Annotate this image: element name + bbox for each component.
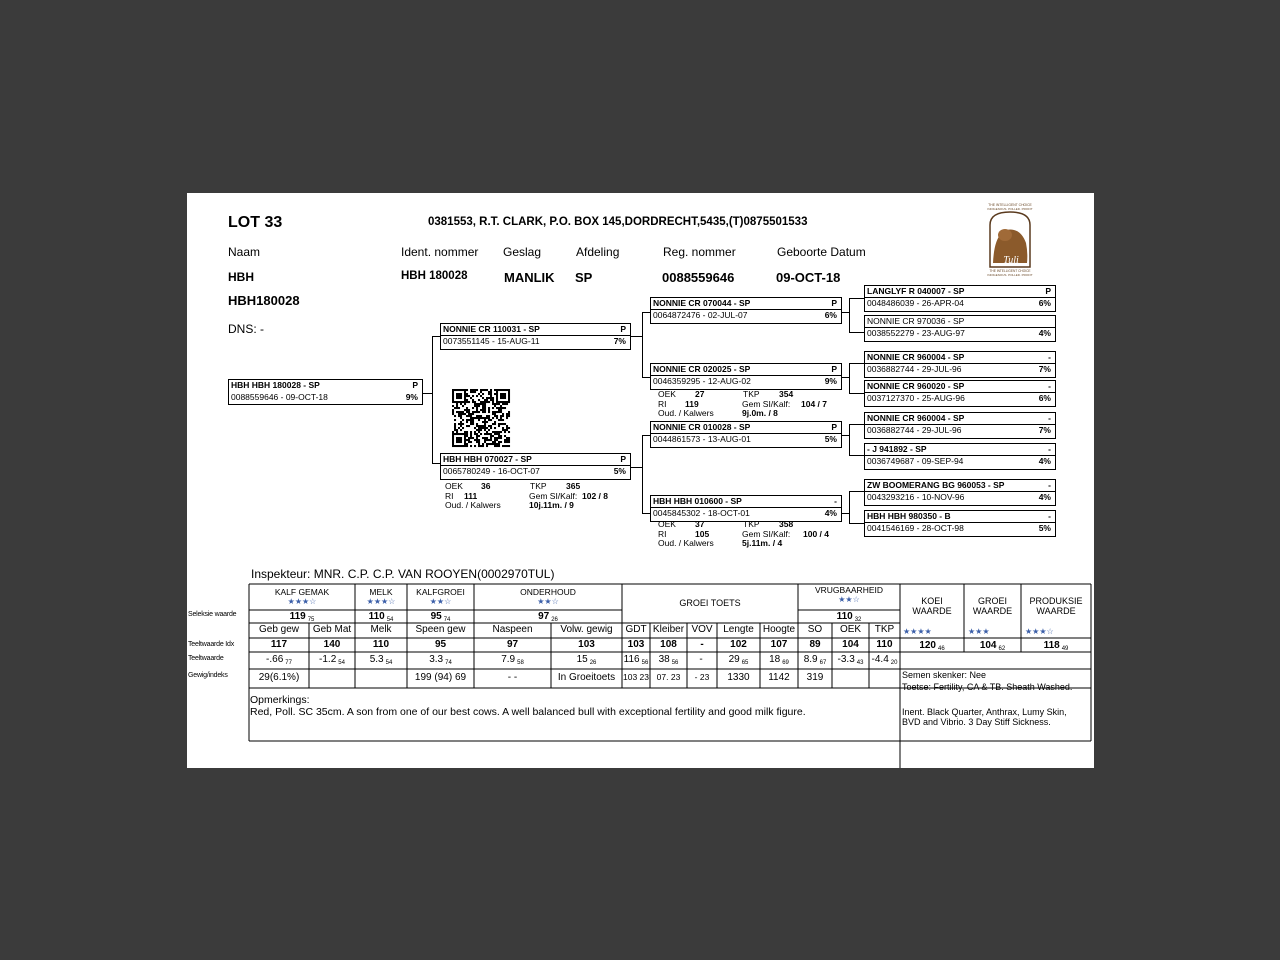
- pedigree-name: NONNIE CR 010028 - SP: [653, 422, 751, 432]
- teeltwaarde: 15 $_{26}$: [576, 654, 597, 666]
- vaccination-1: Inent. Black Quarter, Anthrax, Lumy Skin,: [902, 707, 1067, 717]
- qr-code: [450, 388, 512, 448]
- teeltwaarde-idx: 102: [730, 639, 747, 650]
- connector: [842, 312, 849, 313]
- sale-catalogue-page: [187, 193, 1094, 768]
- pedigree-name: NONNIE CR 970036 - SP: [867, 316, 965, 326]
- connector: [849, 298, 850, 332]
- connector: [849, 424, 850, 455]
- column-header: Naspeen: [492, 624, 533, 635]
- pedigree-name: NONNIE CR 960004 - SP: [867, 352, 965, 362]
- pedigree-name: HBH HBH 980350 - B: [867, 511, 951, 521]
- inspector: Inspekteur: MNR. C.P. C.P. VAN ROOYEN(0002970TUL): [251, 567, 555, 581]
- column-header: GDT: [625, 624, 647, 635]
- lot-number: LOT 33: [228, 214, 283, 231]
- dam-performance: OEK 36 TKP 365 RI 111 Gem SI/Kalf: 102 / 8 Oud. / Kalwers 10j.11m. / 9: [445, 481, 608, 510]
- pedigree-gen3-4: [864, 380, 1056, 407]
- pedigree-name: ZW BOOMERANG BG 960053 - SP: [867, 480, 1005, 490]
- pedigree-flag: P: [831, 298, 837, 308]
- remarks-text: Red, Poll. SC 35cm. A son from one of our best cows. A well balanced bull with exceptional fertility and good milk figure.: [250, 706, 806, 718]
- group-groei-waarde: GROEI WAARDE: [972, 596, 1013, 616]
- pedigree-sire-dam: [650, 363, 842, 390]
- connector: [642, 435, 650, 436]
- pedigree-pct: 7%: [1038, 364, 1051, 374]
- column-header: Lengte: [723, 624, 754, 635]
- pedigree-pct: 6%: [1038, 393, 1051, 403]
- teeltwaarde: 116 $_{56}$: [623, 654, 649, 666]
- seleksie-vrug: 110 $_{32}$: [836, 611, 862, 623]
- teeltwaarde: 38 $_{56}$: [658, 654, 679, 666]
- star-rating: ★★☆: [537, 597, 559, 606]
- label-geboorte: Geboorte Datum: [777, 245, 866, 259]
- connector: [842, 435, 849, 436]
- pedigree-dam: [440, 453, 631, 480]
- pedigree-reg-date: 0036882744 - 29-JUL-96: [867, 425, 962, 435]
- connector: [642, 312, 643, 377]
- pedigree-pct: 4%: [824, 508, 837, 518]
- group-onderhoud: ONDERHOUD ★★☆: [474, 587, 622, 606]
- pedigree-gen3-1: [864, 285, 1056, 312]
- label-geslag: Geslag: [503, 245, 542, 259]
- pedigree-name: NONNIE CR 070044 - SP: [653, 298, 751, 308]
- column-header: VOV: [691, 624, 713, 635]
- pedigree-reg-date: 0037127370 - 25-AUG-96: [867, 393, 965, 403]
- teeltwaarde-idx: 107: [770, 639, 788, 650]
- logo-bottom-text: THE INTELLIGENT CHOICE: [989, 269, 1031, 273]
- pedigree-sire-sire: [650, 297, 842, 324]
- animal-birthdate: 09-OCT-18: [776, 270, 841, 285]
- label-afdeling: Afdeling: [576, 245, 620, 259]
- breeder-details: 0381553, R.T. CLARK, P.O. BOX 145,DORDRECHT,5435,(T)0875501533: [428, 216, 808, 228]
- column-header: OEK: [839, 624, 862, 635]
- pedigree-flag: P: [831, 422, 837, 432]
- connector: [423, 393, 432, 394]
- animal-sex: MANLIK: [504, 270, 555, 285]
- connector: [631, 467, 642, 468]
- column-header: TKP: [874, 624, 895, 635]
- animal-name: HBH: [228, 270, 254, 284]
- pedigree-flag: -: [1048, 413, 1051, 423]
- pedigree-reg-date: 0073551145 - 15-AUG-11: [443, 336, 540, 346]
- teeltwaarde: -1.2 $_{54}$: [319, 654, 345, 666]
- seleksie-melk: 110 $_{54}$: [368, 611, 394, 623]
- column-header: SO: [807, 624, 823, 635]
- pedigree-flag: P: [620, 454, 626, 464]
- pedigree-flag: P: [1045, 286, 1051, 296]
- pedigree-reg-date: 0088559646 - 09-OCT-18: [231, 392, 328, 402]
- teeltwaarde-idx: -: [700, 639, 704, 650]
- group-kalf-gemak: KALF GEMAK ★★★☆: [249, 587, 355, 606]
- teeltwaarde: 8.9 $_{67}$: [803, 654, 827, 666]
- star-rating: ★★☆: [429, 597, 452, 606]
- pedigree-pct: 7%: [613, 336, 626, 346]
- pedigree-pct: 9%: [824, 376, 837, 386]
- pedigree-reg-date: 0064872476 - 02-JUL-07: [653, 310, 748, 320]
- gewig-indeks: 1142: [768, 672, 790, 683]
- connector: [849, 523, 864, 524]
- pedigree-pct: 5%: [824, 434, 837, 444]
- star-rating: ★★★☆: [366, 597, 396, 606]
- pedigree-pct: 6%: [824, 310, 837, 320]
- connector: [642, 312, 650, 313]
- pedigree-name: - J 941892 - SP: [867, 444, 927, 454]
- gewig-indeks: 07. 23: [656, 672, 681, 682]
- pedigree-flag: P: [831, 364, 837, 374]
- pedigree-reg-date: 0065780249 - 16-OCT-07: [443, 466, 540, 476]
- group-groei-toets: GROEI TOETS: [679, 598, 741, 608]
- seleksie-onderhoud: 97 $_{26}$: [538, 611, 558, 623]
- teeltwaarde: -4.4 $_{20}$: [871, 654, 898, 666]
- connector: [849, 332, 864, 333]
- pedigree-dam-dam: [650, 495, 842, 522]
- pedigree-name: NONNIE CR 960020 - SP: [867, 381, 965, 391]
- pedigree-pct: 4%: [1038, 456, 1051, 466]
- pedigree-self: [228, 379, 423, 405]
- teeltwaarde-idx: 103: [627, 639, 645, 650]
- column-header: Melk: [370, 624, 392, 635]
- connector: [849, 455, 864, 456]
- pedigree-flag: -: [1048, 480, 1051, 490]
- remarks-label: Opmerkings:: [250, 694, 310, 706]
- label-ident: Ident. nommer: [401, 245, 479, 259]
- animal-ident: HBH 180028: [401, 270, 468, 282]
- gewig-indeks: 103 23: [623, 672, 649, 682]
- logo-bottom-text-2: INDIGENOUS. POLLED. PROFIT: [987, 273, 1033, 277]
- connector: [849, 491, 850, 523]
- tests: Toetse: Fertility, CA & TB. Sheath Washed.: [902, 682, 1073, 692]
- pedigree-pct: 7%: [1038, 425, 1051, 435]
- pedigree-flag: -: [834, 496, 837, 506]
- connector: [849, 363, 864, 364]
- gewig-indeks: - -: [507, 672, 518, 683]
- connector: [842, 513, 849, 514]
- connector: [849, 491, 864, 492]
- teeltwaarde: 29 $_{65}$: [728, 654, 749, 666]
- column-header: Kleiber: [652, 624, 685, 635]
- pedigree-flag: -: [1048, 381, 1051, 391]
- column-header: Geb gew: [258, 624, 300, 635]
- group-produksie-waarde: PRODUKSIE WAARDE: [1029, 596, 1083, 616]
- pedigree-pct: 5%: [613, 466, 626, 476]
- star-rating: ★★★: [968, 627, 990, 636]
- connector: [642, 377, 650, 378]
- teeltwaarde: -.66 $_{77}$: [266, 654, 292, 666]
- pedigree-reg-date: 0045845302 - 18-OCT-01: [653, 508, 750, 518]
- tuli-logo: [984, 201, 1036, 279]
- dam-dam-performance: OEK 37 TKP 358 RI 105 Gem SI/Kalf: 100 / 4 Oud. / Kalwers 5j.11m. / 4: [658, 519, 829, 548]
- teeltwaarde-idx: 95: [434, 639, 447, 650]
- pedigree-name: NONNIE CR 110031 - SP: [443, 324, 540, 334]
- teeltwaarde-idx: 117: [270, 639, 288, 650]
- pedigree-reg-date: 0046359295 - 12-AUG-02: [653, 376, 751, 386]
- pedigree-pct: 5%: [1038, 523, 1051, 533]
- pedigree-reg-date: 0048486039 - 26-APR-04: [867, 298, 964, 308]
- logo-top-text: THE INTELLIGENT CHOICE: [988, 203, 1032, 207]
- star-rating: ★★☆: [838, 595, 860, 604]
- gewig-indeks: - 23: [694, 672, 710, 682]
- seleksie-kalf: 119 $_{75}$: [289, 611, 315, 623]
- logo-word: Tuli: [1003, 255, 1019, 266]
- groei-value: 104 $_{62}$: [979, 640, 1006, 652]
- pedigree-name: HBH HBH 070027 - SP: [443, 454, 532, 464]
- animal-section: SP: [575, 270, 593, 285]
- seleksie-kalfgroei: 95 $_{74}$: [430, 611, 451, 623]
- group-koei-waarde: KOEI WAARDE: [912, 596, 952, 616]
- pedigree-gen3-3: [864, 351, 1056, 378]
- pedigree-reg-date: 0036749687 - 09-SEP-94: [867, 456, 964, 466]
- teeltwaarde: 3.3 $_{74}$: [429, 654, 452, 666]
- row-label-idx: Teeltwaarde Idx: [188, 641, 235, 648]
- gewig-indeks: 319: [806, 672, 824, 683]
- pedigree-dam-sire: [650, 421, 842, 448]
- pedigree-sire: [440, 323, 631, 350]
- column-header: Hoogte: [762, 624, 796, 635]
- connector: [642, 435, 643, 513]
- sire-dam-performance: OEK 27 TKP 354 RI 119 Gem SI/Kalf: 104 / 7 Oud. / Kalwers 9j.0m. / 8: [658, 389, 827, 418]
- row-label-seleksie: Seleksie waarde: [188, 611, 237, 618]
- vaccination-2: BVD and Vibrio. 3 Day Stiff Sickness.: [902, 717, 1051, 727]
- pedigree-name: NONNIE CR 960004 - SP: [867, 413, 965, 423]
- pedigree-gen3-6: [864, 443, 1056, 470]
- pedigree-pct: 4%: [1038, 328, 1051, 338]
- connector: [849, 363, 850, 393]
- pedigree-name: HBH HBH 180028 - SP: [231, 380, 320, 390]
- teeltwaarde: 18 $_{69}$: [769, 654, 789, 666]
- teeltwaarde-idx: 110: [372, 639, 390, 650]
- column-header: Volw. gewig: [560, 624, 613, 635]
- pedigree-name: NONNIE CR 020025 - SP: [653, 364, 751, 374]
- pedigree-pct: 6%: [1038, 298, 1051, 308]
- pedigree-flag: -: [1048, 352, 1051, 362]
- connector: [642, 513, 650, 514]
- gewig-indeks: 1330: [727, 672, 750, 683]
- animal-name-2: HBH180028: [228, 293, 300, 308]
- pedigree-pct: 9%: [405, 392, 418, 402]
- column-header: Speen gew: [415, 624, 466, 635]
- label-naam: Naam: [228, 245, 261, 259]
- connector: [849, 298, 864, 299]
- star-rating: ★★★★: [903, 627, 932, 636]
- teeltwaarde: -: [699, 654, 703, 665]
- teeltwaarde-idx: 108: [660, 639, 677, 650]
- semen-donor: Semen skenker: Nee: [902, 670, 987, 680]
- row-label-teelt: Teeltwaarde: [188, 655, 224, 662]
- pedigree-flag: P: [620, 324, 626, 334]
- dns-value: DNS: -: [228, 322, 264, 336]
- connector: [432, 336, 440, 337]
- teeltwaarde-idx: 97: [506, 639, 519, 650]
- pedigree-name: HBH HBH 010600 - SP: [653, 496, 742, 506]
- connector: [849, 424, 864, 425]
- pedigree-gen3-7: [864, 479, 1056, 506]
- teeltwaarde-idx: 110: [876, 639, 893, 650]
- logo-top-text-2: INDIGENOUS. POLLED. PROFIT: [987, 207, 1033, 211]
- teeltwaarde: -3.3 $_{43}$: [837, 654, 864, 666]
- teeltwaarde: 5.3 $_{54}$: [369, 654, 393, 666]
- pedigree-flag: P: [412, 380, 418, 390]
- produksie-value: 118 $_{49}$: [1043, 640, 1069, 652]
- pedigree-reg-date: 0041546169 - 28-OCT-98: [867, 523, 964, 533]
- animal-reg: 0088559646: [662, 270, 735, 285]
- connector: [432, 336, 433, 463]
- connector: [432, 463, 440, 464]
- group-vrugbaarheid: VRUGBAARHEID ★★☆: [798, 585, 900, 604]
- pedigree-reg-date: 0038552279 - 23-AUG-97: [867, 328, 965, 338]
- koei-value: 120 $_{46}$: [919, 640, 945, 652]
- star-rating: ★★★☆: [1025, 627, 1054, 636]
- pedigree-reg-date: 0044861573 - 13-AUG-01: [653, 434, 751, 444]
- pedigree-flag: -: [1048, 511, 1051, 521]
- pedigree-gen3-5: [864, 412, 1056, 439]
- teeltwaarde: 7.9 $_{58}$: [501, 654, 524, 666]
- pedigree-pct: 4%: [1038, 492, 1051, 502]
- gewig-indeks: In Groeitoets: [557, 672, 616, 683]
- pedigree-flag: -: [1048, 444, 1051, 454]
- teeltwaarde-idx: 89: [809, 639, 821, 650]
- connector: [842, 377, 849, 378]
- gewig-indeks: 29(6.1%): [258, 672, 300, 683]
- group-melk: MELK ★★★☆: [355, 587, 407, 606]
- pedigree-gen3-8: [864, 510, 1056, 537]
- teeltwaarde-idx: 103: [578, 639, 595, 650]
- pedigree-name: LANGLYF R 040007 - SP: [867, 286, 965, 296]
- row-label-gewig: Gewig/indeks: [188, 672, 228, 679]
- group-kalfgroei: KALFGROEI ★★☆: [407, 587, 474, 606]
- column-header: Geb Mat: [312, 624, 352, 635]
- pedigree-reg-date: 0043293216 - 10-NOV-96: [867, 492, 965, 502]
- connector: [631, 336, 642, 337]
- pedigree-reg-date: 0036882744 - 29-JUL-96: [867, 364, 962, 374]
- teeltwaarde-idx: 140: [323, 639, 341, 650]
- connector: [849, 393, 864, 394]
- star-rating: ★★★☆: [287, 597, 317, 606]
- gewig-indeks: 199 (94) 69: [414, 672, 467, 683]
- teeltwaarde-idx: 104: [842, 639, 859, 650]
- label-reg: Reg. nommer: [663, 245, 736, 259]
- pedigree-gen3-2: [864, 315, 1056, 342]
